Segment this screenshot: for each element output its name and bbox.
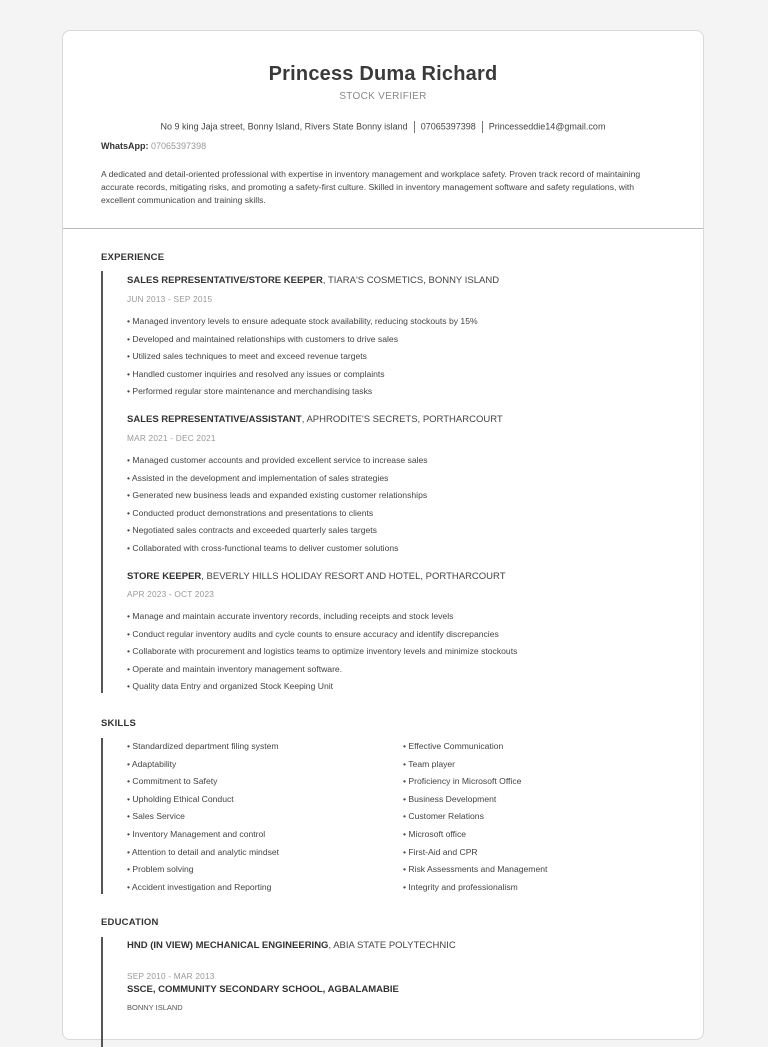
list-item: • Microsoft office	[403, 828, 467, 839]
experience-bar	[101, 271, 103, 693]
job-1-title	[127, 275, 499, 286]
list-item: • Handled customer inquiries and resolved any issues or complaints	[127, 368, 385, 379]
list-item: • First-Aid and CPR	[403, 846, 478, 857]
whatsapp-line	[101, 141, 206, 151]
list-item: • Utilized sales techniques to meet and exceed revenue targets	[127, 351, 367, 362]
education-bar	[101, 937, 103, 1047]
job-3-bullets	[127, 608, 517, 696]
list-item: • Managed inventory levels to ensure adequate stock availability, reducing stockouts by 15%	[127, 316, 478, 326]
job-1-dates: JUN 2013 - SEP 2015	[127, 294, 213, 304]
job-3-dates: APR 2023 - OCT 2023	[127, 589, 215, 599]
list-item: • Accident investigation and Reporting	[127, 881, 272, 892]
whatsapp-label: WhatsApp:	[101, 141, 149, 151]
list-item: • Business Development	[403, 793, 497, 804]
phone[interactable]: 07065397398	[420, 121, 476, 132]
skills-heading: SKILLS	[101, 718, 136, 729]
job-title: STOCK VERIFIER	[339, 91, 427, 102]
education-1-school: , ABIA STATE POLYTECHNIC	[328, 940, 456, 951]
resume-page	[62, 30, 704, 1040]
professional-summary: A dedicated and detail-oriented professional with expertise in inventory management and workplace safety. Proven track record of maintaining accurate records, mitigating risks, and promoting a safety-first culture. Skilled in inventory management software and safety regulations, with excellent communication and training skills.	[101, 169, 641, 205]
job-1-employer: , TIARA'S COSMETICS, BONNY ISLAND	[322, 275, 500, 286]
list-item: • Conduct regular inventory audits and cycle counts to ensure accuracy and identify discrepancies	[127, 628, 499, 639]
whatsapp-number[interactable]: 07065397398	[151, 141, 207, 151]
education-2-location: BONNY ISLAND	[127, 1003, 183, 1012]
list-item: • Managed customer accounts and provided excellent service to increase sales	[127, 455, 428, 465]
list-item: • Effective Communication	[403, 741, 504, 751]
education-heading: EDUCATION	[101, 917, 159, 928]
list-item: • Quality data Entry and organized Stock Keeping Unit	[127, 681, 334, 692]
list-item: • Team player	[403, 758, 456, 769]
list-item: • Collaborate with procurement and logistics teams to optimize inventory levels and minimize stockouts	[127, 646, 518, 657]
list-item: • Attention to detail and analytic mindset	[127, 846, 280, 857]
separator	[482, 121, 483, 133]
email[interactable]: Princesseddie14@gmail.com	[488, 121, 606, 132]
contact-line	[63, 121, 703, 133]
job-2-employer: , APHRODITE'S SECRETS, PORTHARCOURT	[301, 414, 503, 425]
list-item: • Inventory Management and control	[127, 828, 266, 839]
education-1-title	[127, 940, 456, 951]
list-item: • Upholding Ethical Conduct	[127, 793, 234, 804]
list-item: • Performed regular store maintenance and merchandising tasks	[127, 386, 373, 397]
list-item: • Standardized department filing system	[127, 741, 279, 751]
separator	[414, 121, 415, 133]
list-item: • Risk Assessments and Management	[403, 864, 548, 875]
experience-heading: EXPERIENCE	[101, 252, 165, 263]
job-2-dates: MAR 2021 - DEC 2021	[127, 433, 216, 443]
list-item: • Customer Relations	[403, 811, 484, 822]
job-2-bullets	[127, 452, 428, 558]
list-item: • Conducted product demonstrations and presentations to clients	[127, 507, 374, 518]
list-item: • Generated new business leads and expanded existing customer relationships	[127, 490, 428, 501]
list-item: • Sales Service	[127, 811, 185, 822]
job-2-role: SALES REPRESENTATIVE/ASSISTANT	[127, 414, 302, 425]
candidate-name: Princess Duma Richard	[268, 63, 498, 85]
list-item: • Adaptability	[127, 758, 177, 769]
skills-bar	[101, 738, 103, 894]
list-item: • Assisted in the development and implementation of sales strategies	[127, 472, 389, 483]
education-1-degree: HND (IN VIEW) MECHANICAL ENGINEERING	[127, 940, 329, 951]
list-item: • Negotiated sales contracts and exceeded quarterly sales targets	[127, 525, 377, 536]
list-item: • Problem solving	[127, 864, 194, 875]
job-2-title	[127, 414, 503, 425]
job-3-title	[127, 571, 506, 582]
list-item: • Collaborated with cross-functional teams to deliver customer solutions	[127, 542, 399, 553]
skills-left-column	[127, 738, 279, 896]
education-2-dates: SEP 2010 - MAR 2013	[127, 971, 215, 981]
education-2-degree: SSCE, COMMUNITY SECONDARY SCHOOL, AGBALAMABIE	[127, 984, 399, 995]
list-item: • Proficiency in Microsoft Office	[403, 776, 522, 787]
job-3-role: STORE KEEPER	[127, 571, 202, 582]
education-2-title	[127, 984, 399, 995]
list-item: • Operate and maintain inventory management software.	[127, 663, 343, 674]
header-divider	[63, 228, 703, 229]
address: No 9 king Jaja street, Bonny Island, Rivers State Bonny island	[160, 121, 408, 132]
list-item: • Integrity and professionalism	[403, 881, 518, 892]
skills-right-column	[403, 738, 547, 896]
job-1-role: SALES REPRESENTATIVE/STORE KEEPER	[127, 275, 323, 286]
list-item: • Developed and maintained relationships with customers to drive sales	[127, 333, 398, 344]
job-1-bullets	[127, 313, 478, 401]
list-item: • Commitment to Safety	[127, 776, 218, 787]
job-3-employer: , BEVERLY HILLS HOLIDAY RESORT AND HOTEL, PORTHARCOURT	[201, 571, 506, 582]
list-item: • Manage and maintain accurate inventory records, including receipts and stock levels	[127, 611, 454, 621]
